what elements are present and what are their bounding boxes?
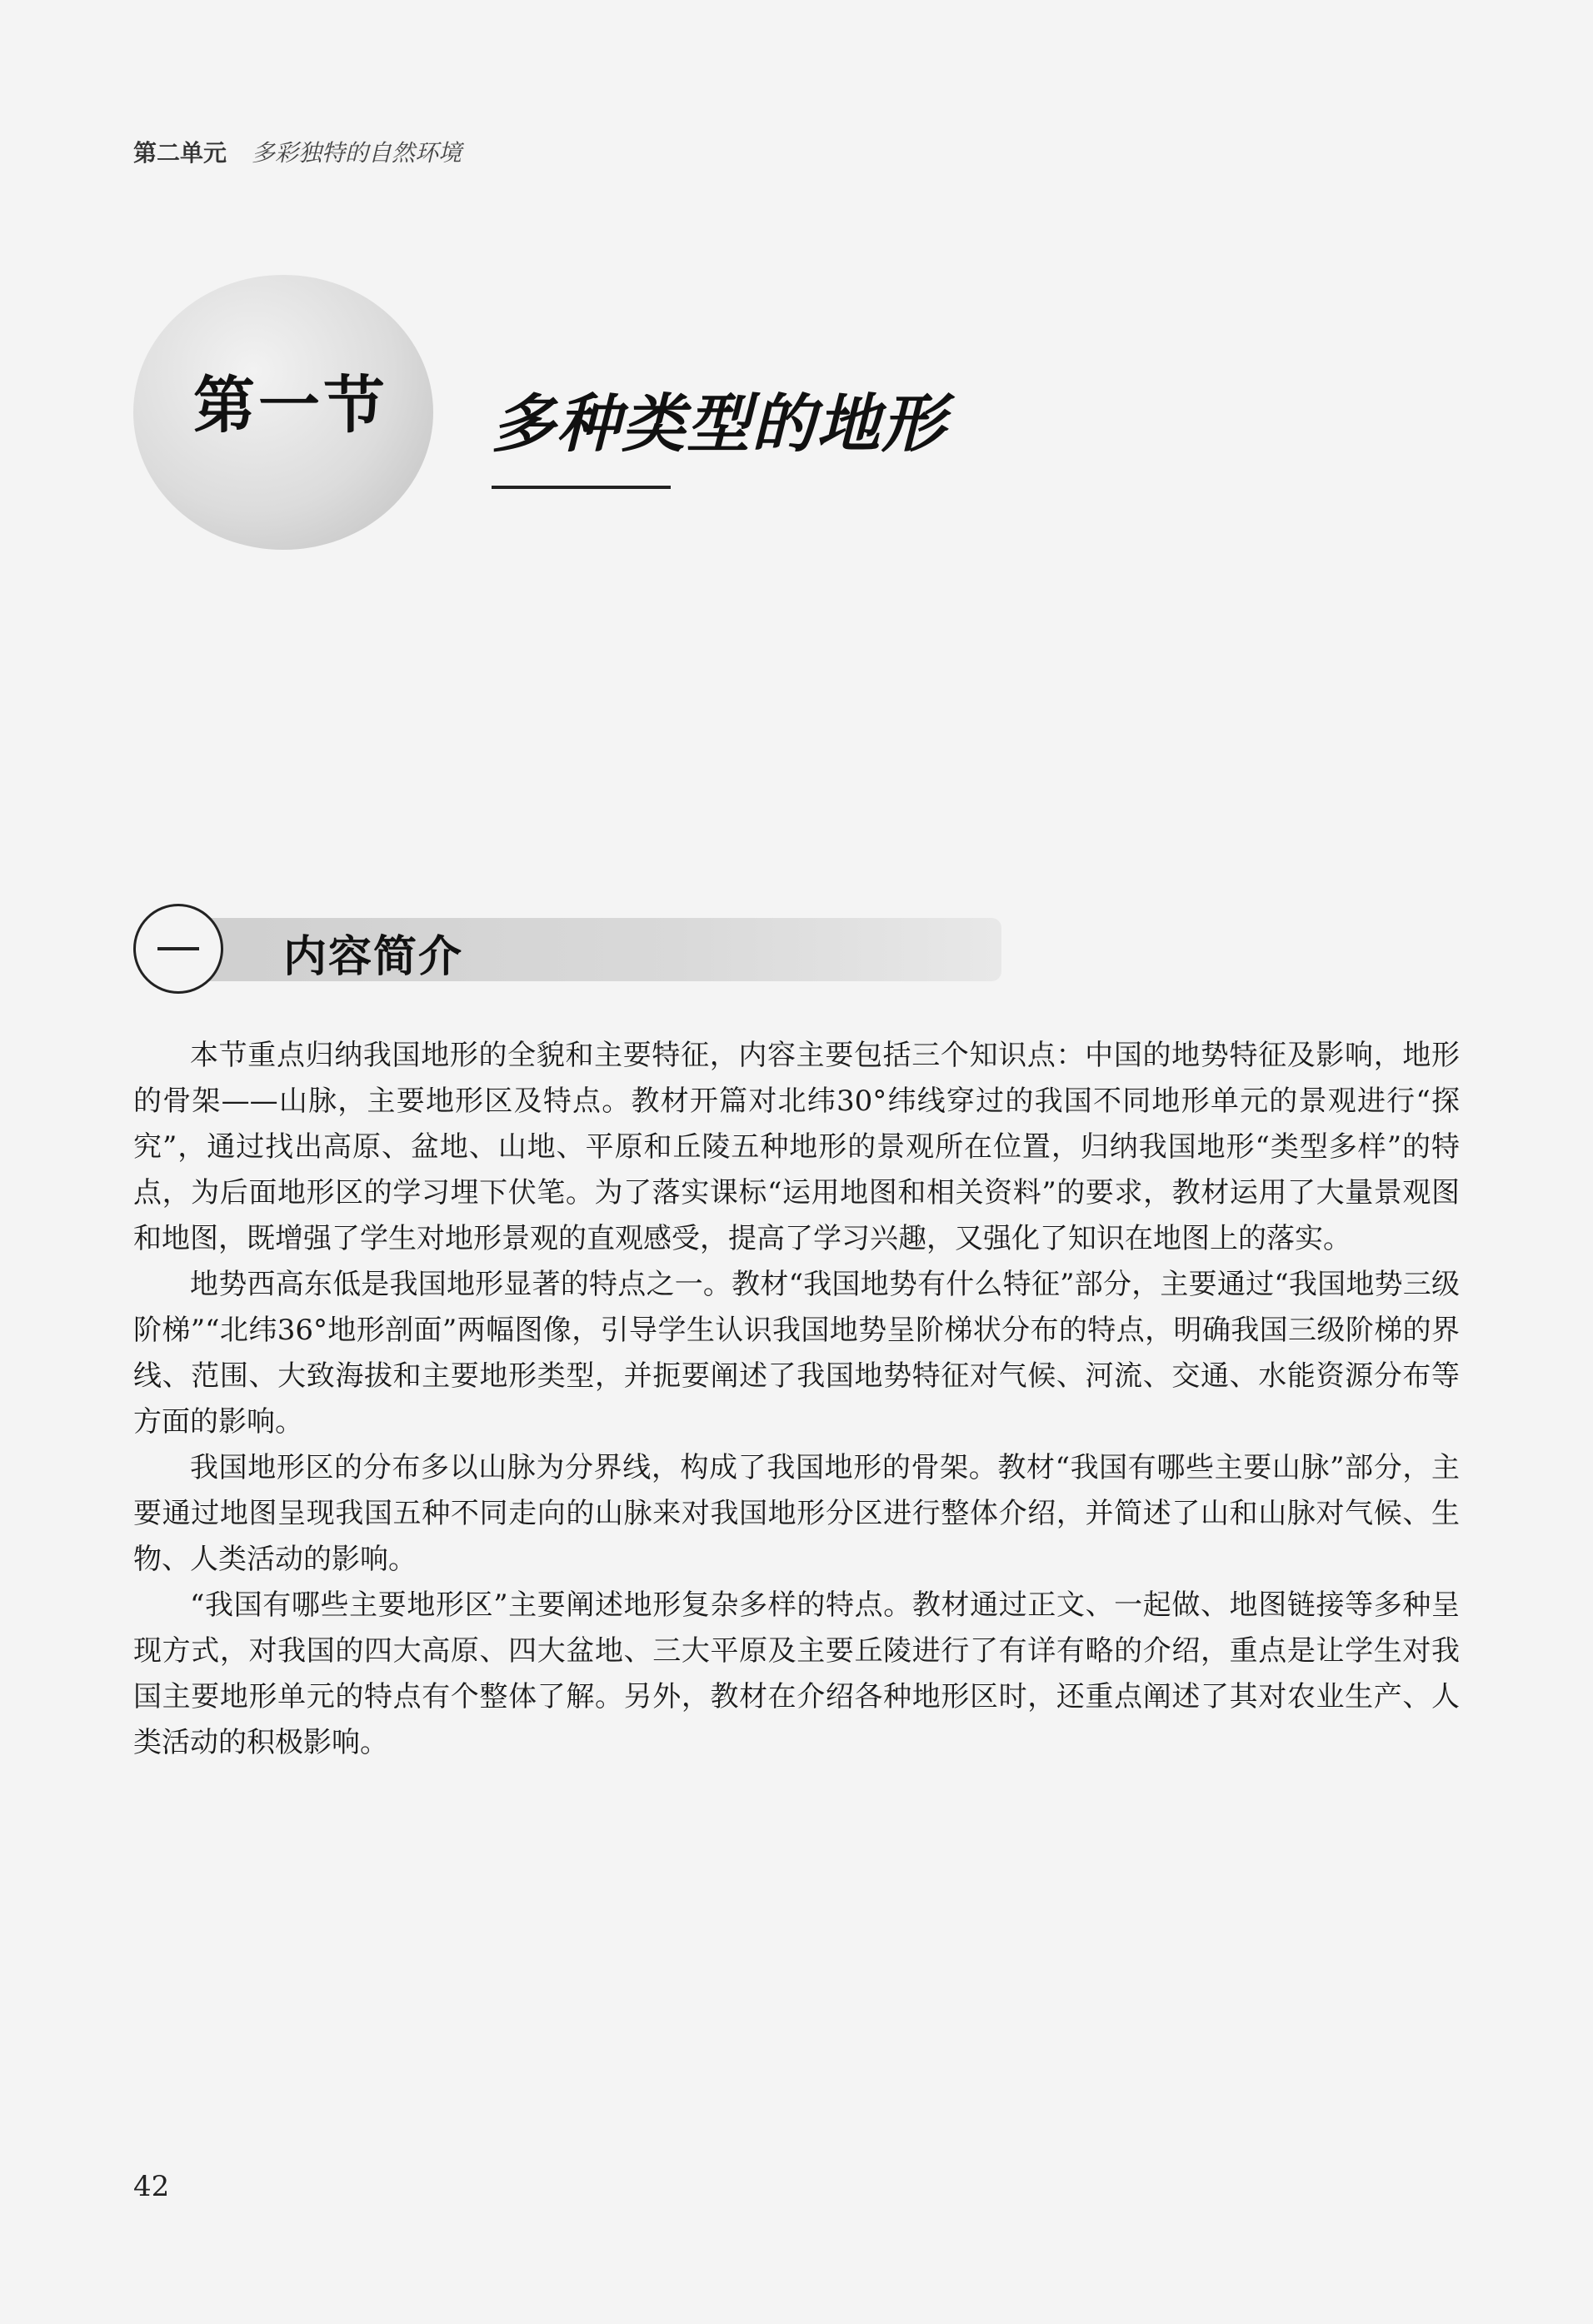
body-text [133,1033,1460,1766]
subsection-number-circle [133,904,223,994]
paragraph: “我国有哪些主要地形区”主要阐述地形复杂多样的特点。教材通过正文、一起做、地图链接等多种呈现方式，对我国的四大高原、四大盆地、三大平原及主要丘陵进行了有详有略的介绍，重点是让学生对我国主要地形单元的特点有个整体了解。另外，教材在介绍各种地形区时，还重点阐述了其对农业生产、人类活动的积极影响。 [133,1588,1460,1759]
unit-title: 多彩独特的自然环境 [252,139,462,167]
paragraph: 我国地形区的分布多以山脉为分界线，构成了我国地形的骨架。教材“我国有哪些主要山脉”部分，主要通过地图呈现我国五种不同走向的山脉来对我国地形分区进行整体介绍，并简述了山和山脉对气候、生物、人类活动的影响。 [133,1451,1460,1576]
subsection-title: 内容简介 [283,931,464,982]
section-title: 多种类型的地形 [492,387,946,461]
page-number: 42 [133,2170,170,2203]
title-underline [492,486,671,489]
section-number: 第一节 [193,370,388,441]
running-header [133,135,462,168]
subsection-number-glyph [157,947,199,950]
unit-label: 第二单元 [133,139,227,167]
paragraph: 本节重点归纳我国地形的全貌和主要特征，内容主要包括三个知识点：中国的地势特征及影响，地形的骨架——山脉，主要地形区及特点。教材开篇对北纬30°纬线穿过的我国不同地形单元的景观进行“探究”，通过找出高原、盆地、山地、平原和丘陵五种地形的景观所在位置，归纳我国地形“类型多样”的特点，为后面地形区的学习埋下伏笔。为了落实课标“运用地图和相关资料”的要求，教材运用了大量景观图和地图，既增强了学生对地形景观的直观感受，提高了学习兴趣，又强化了知识在地图上的落实。 [133,1039,1460,1255]
paragraph: 地势西高东低是我国地形显著的特点之一。教材“我国地势有什么特征”部分，主要通过“我国地势三级阶梯”“北纬36°地形剖面”两幅图像，引导学生认识我国地势呈阶梯状分布的特点，明确我国三级阶梯的界线、范围、大致海拔和主要地形类型，并扼要阐述了我国地势特征对气候、河流、交通、水能资源分布等方面的影响。 [133,1268,1460,1439]
